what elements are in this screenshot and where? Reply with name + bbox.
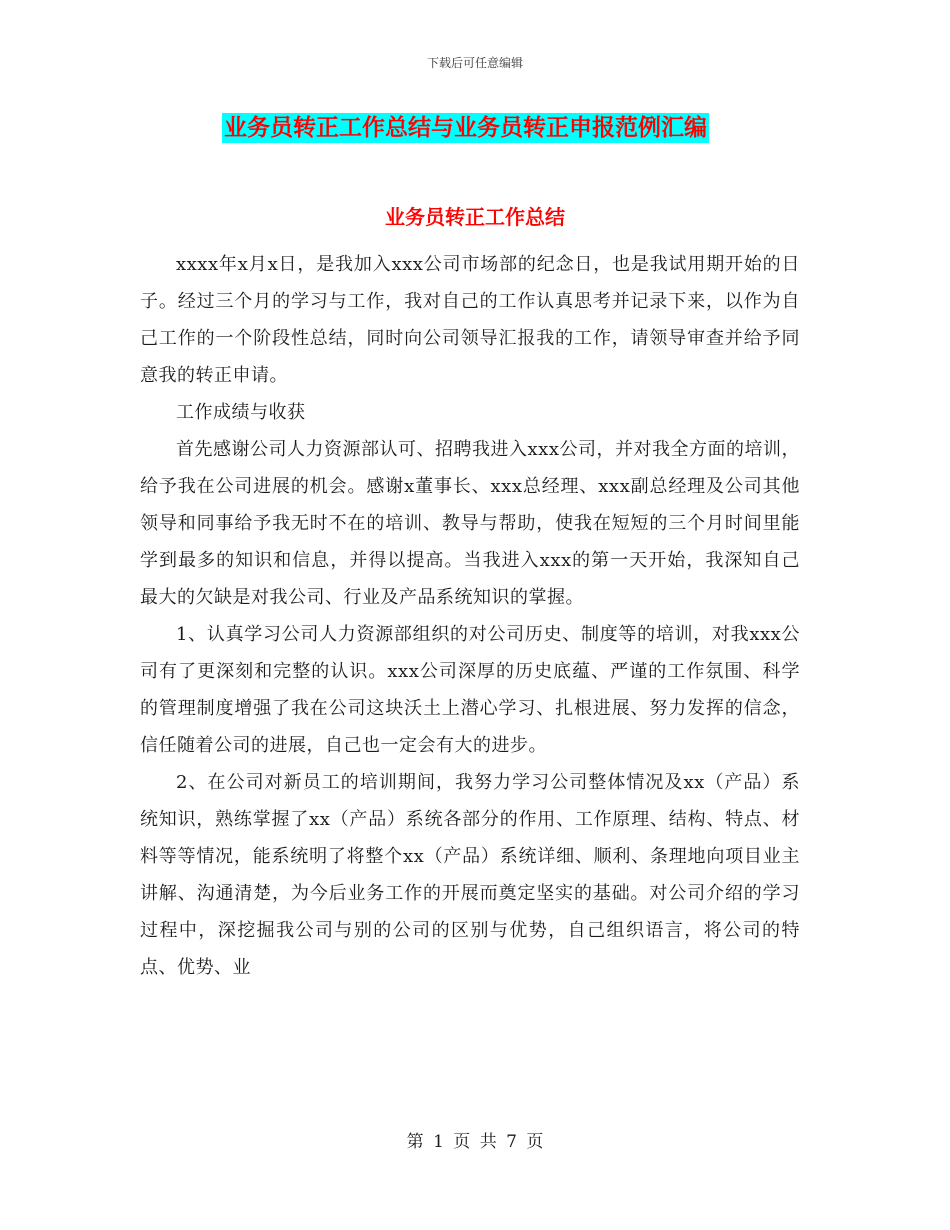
- paragraph-subheading: 工作成绩与收获: [176, 402, 306, 423]
- document-body: [140, 246, 800, 986]
- paragraph-thanks: 首先感谢公司人力资源部认可、招聘我进入xxx公司，并对我全方面的培训，给予我在公司进展的机会。感谢x董事长、xxx总经理、xxx副总经理及公司其他领导和同事给予我无时不在的培训、教导与帮助，使我在短短的三个月时间里能学到最多的知识和信息，并得以提高。当我进入xxx的第一天开始，我深知自己最大的欠缺是对我公司、行业及产品系统知识的掌握。: [140, 439, 800, 608]
- paragraph-item-1: 1、认真学习公司人力资源部组织的对公司历史、制度等的培训，对我xxx公司有了更深刻和完整的认识。xxx公司深厚的历史底蕴、严谨的工作氛围、科学的管理制度增强了我在公司这块沃土上潜心学习、扎根进展、努力发挥的信念，信任随着公司的进展，自己也一定会有大的进步。: [140, 624, 800, 756]
- section-title: 业务员转正工作总结: [385, 205, 565, 229]
- paragraph-item-2: 2、在公司对新员工的培训期间，我努力学习公司整体情况及xx（产品）系统知识，熟练掌握了xx（产品）系统各部分的作用、工作原理、结构、特点、材料等等情况，能系统明了将整个xx（产品）系统详细、顺利、条理地向项目业主讲解、沟通清楚，为今后业务工作的开展而奠定坚实的基础。对公司介绍的学习过程中，深挖掘我公司与别的公司的区别与优势，自己组织语言，将公司的特点、优势、业: [140, 772, 800, 978]
- header-note: 下载后可任意编辑: [426, 56, 523, 70]
- document-main-title: 业务员转正工作总结与业务员转正申报范例汇编: [224, 115, 707, 141]
- page-number: 第 1 页 共 7 页: [406, 1132, 544, 1152]
- paragraph-intro: xxxx年x月x日，是我加入xxx公司市场部的纪念日，也是我试用期开始的日子。经过三个月的学习与工作，我对自己的工作认真思考并记录下来，以作为自己工作的一个阶段性总结，同时向公司领导汇报我的工作，请领导审查并给予同意我的转正申请。: [140, 254, 800, 386]
